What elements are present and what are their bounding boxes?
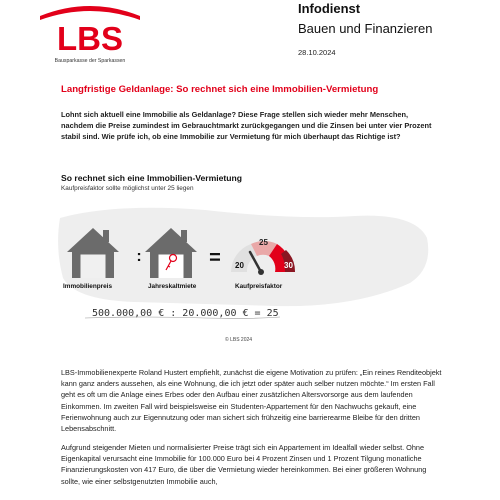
gauge-label-25: 25 <box>259 238 268 247</box>
paragraph-1: LBS-Immobilienexperte Roland Hustert empfiehlt, zunächst die eigene Motivation zu prüfen: „Ein reines Renditeobjekt kann ganz anders aussehen, als eine Wohnung, die ich jetzt oder später auch selber nutzen möchte.“ Im ersten Fall geht es oft um die Anlage eines Erbes oder den Aufbau einer zusätzlichen Altersvorsorge aus dem laufenden Einkommen. Im zweiten Fall wird beispielsweise ein Studenten-Appartement für den Nachwuchs gekauft, eine Ferienwohnung auch zur Eigennutzung oder man sichert sich frühzeitig eine barrierearme Bleibe für den dritten Lebensabschnitt. <box>61 368 442 434</box>
article-lead: Lohnt sich aktuell eine Immobilie als Geldanlage? Diese Frage stellen sich wieder mehr Menschen, nachdem die Preise zumindest im Gebrauchtmarkt zurückgegangen und die Zinsen bei unter vier Prozent stabil sind. Wie prüfe ich, ob eine Immobilie zur Vermietung für mich überhaupt das Richtige ist? <box>61 110 432 141</box>
lbs-logo-icon <box>35 2 145 72</box>
infographic-subtitle: Kaufpreisfaktor sollte möglichst unter 25 liegen <box>61 185 194 192</box>
publication-subtitle: Bauen und Finanzieren <box>298 21 433 36</box>
label-kaufpreisfaktor: Kaufpreisfaktor <box>235 283 283 290</box>
paragraph-2: Aufgrund steigender Mieten und normalisierter Preise trägt sich ein Appartement im Idealfall wieder selbst. Ohne Eigenkapital verursacht eine Immobilie für 100.000 Euro bei 4 Prozent Zinsen und 1 Prozent Tilgung monatliche Finanzierungskosten von 417 Euro, die über die Vermietung wieder hereinkommen. Bei einer größeren Wohnung sollte, wie einer selbstgenutzten Immobilie auch, <box>61 443 427 486</box>
infographic-title: So rechnet sich eine Immobilien-Vermietung <box>61 173 242 183</box>
gauge-label-20: 20 <box>235 261 244 270</box>
formula: 500.000,00 € : 20.000,00 € = 25 <box>92 308 279 319</box>
logo-text: LBS <box>57 20 123 57</box>
logo-tagline: Bausparkasse der Sparkassen <box>54 58 126 64</box>
publication-title: Infodienst <box>298 1 361 16</box>
label-immobilienpreis: Immobilienpreis <box>63 283 113 290</box>
article-headline: Langfristige Geldanlage: So rechnet sich eine Immobilien-Vermietung <box>61 84 379 95</box>
gauge-label-30: 30 <box>284 261 293 270</box>
infographic <box>55 198 435 343</box>
publication-date: 28.10.2024 <box>298 48 336 57</box>
copyright: © LBS 2024 <box>225 337 253 343</box>
lbs-logo <box>35 2 145 72</box>
equals-operator: = <box>209 247 221 269</box>
label-jahreskaltmiete: Jahreskaltmiete <box>148 283 197 290</box>
divide-operator: : <box>136 248 142 265</box>
